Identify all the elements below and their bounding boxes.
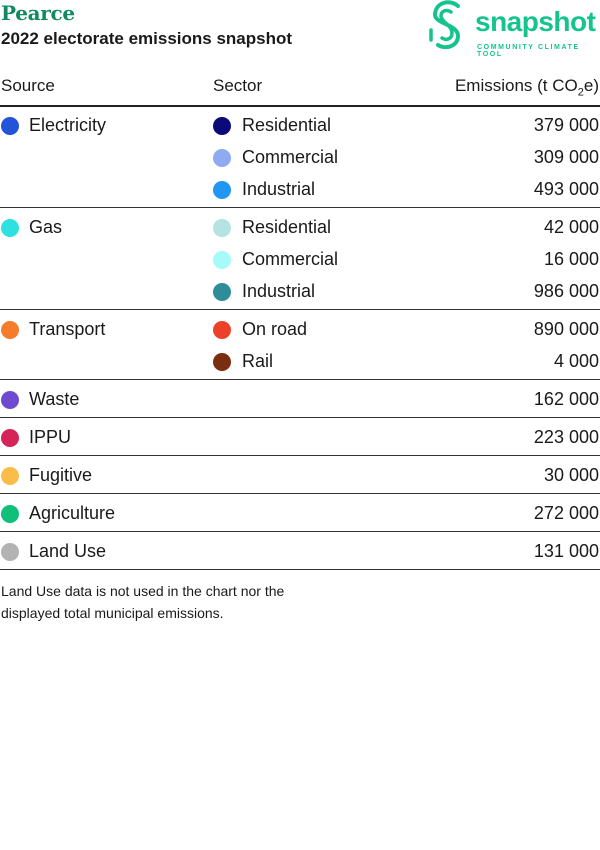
- source-group: [0, 310, 600, 380]
- sector-label: Rail: [242, 351, 274, 371]
- source-group: [0, 456, 600, 494]
- table-row: [0, 494, 600, 526]
- table-row: [0, 310, 600, 342]
- table-header: [0, 76, 600, 107]
- source-label: Transport: [29, 319, 106, 339]
- source-color-dot: [1, 117, 19, 135]
- table-row: [0, 418, 600, 450]
- table-row: [0, 106, 600, 138]
- footnote: Land Use data is not used in the chart nor the displayed total municipal emissions.: [1, 583, 285, 621]
- emissions-unit-prefix: Emissions (t CO: [454, 76, 578, 95]
- emissions-value: 4 000: [553, 351, 599, 371]
- source-color-dot: [1, 543, 19, 561]
- source-group: [0, 532, 600, 570]
- sector-color-dot: [213, 283, 231, 301]
- source-group: [0, 380, 600, 418]
- table-row: [0, 456, 600, 488]
- emissions-value: 309 000: [533, 147, 599, 167]
- column-header-source: Source: [1, 76, 55, 95]
- emissions-value: 493 000: [533, 179, 599, 199]
- logo-wordmark: snapshot: [475, 6, 596, 37]
- emissions-value: 131 000: [533, 541, 599, 561]
- sector-color-dot: [213, 149, 231, 167]
- table-row: [0, 138, 600, 170]
- column-header-emissions: [455, 76, 599, 98]
- source-label: IPPU: [29, 427, 72, 447]
- source-label: Land Use: [29, 541, 107, 561]
- sector-label: Residential: [242, 217, 332, 237]
- source-label: Gas: [29, 217, 63, 237]
- table-row: [0, 170, 600, 202]
- column-header-sector: Sector: [213, 76, 263, 95]
- sector-color-dot: [213, 251, 231, 269]
- emissions-value: 986 000: [533, 281, 599, 301]
- sector-color-dot: [213, 353, 231, 371]
- emissions-value: 42 000: [543, 217, 599, 237]
- logo-tagline: COMMUNITY CLIMATE TOOL: [477, 44, 580, 58]
- page-title: Pearce: [1, 1, 75, 25]
- emissions-value: 16 000: [543, 249, 599, 269]
- source-color-dot: [1, 219, 19, 237]
- source-color-dot: [1, 321, 19, 339]
- sector-label: Commercial: [242, 147, 339, 167]
- source-color-dot: [1, 505, 19, 523]
- sector-label: Industrial: [242, 179, 316, 199]
- emissions-value: 272 000: [533, 503, 599, 523]
- source-label: Agriculture: [29, 503, 116, 523]
- sector-color-dot: [213, 181, 231, 199]
- source-group: [0, 106, 600, 208]
- emissions-unit-suffix: e): [583, 76, 599, 95]
- snapshot-logo-icon: [428, 0, 468, 52]
- sector-label: Industrial: [242, 281, 316, 301]
- source-color-dot: [1, 391, 19, 409]
- source-group: [0, 418, 600, 456]
- sector-color-dot: [213, 219, 231, 237]
- emissions-value: 162 000: [533, 389, 599, 409]
- emissions-unit-subscript: 2: [577, 86, 584, 99]
- source-color-dot: [1, 467, 19, 485]
- table-row: [0, 342, 600, 374]
- source-color-dot: [1, 429, 19, 447]
- snapshot-logo: [428, 0, 600, 58]
- table-row: [0, 532, 600, 564]
- table-row: [0, 208, 600, 240]
- emissions-value: 30 000: [543, 465, 599, 485]
- source-label: Electricity: [29, 115, 107, 135]
- emissions-value: 223 000: [533, 427, 599, 447]
- sector-color-dot: [213, 117, 231, 135]
- table-row: [0, 240, 600, 272]
- source-group: [0, 208, 600, 310]
- emissions-value: 890 000: [533, 319, 599, 339]
- table-row: [0, 380, 600, 412]
- source-group: [0, 494, 600, 532]
- source-label: Fugitive: [29, 465, 93, 485]
- source-label: Waste: [29, 389, 80, 409]
- sector-color-dot: [213, 321, 231, 339]
- table-row: [0, 272, 600, 304]
- sector-label: Commercial: [242, 249, 339, 269]
- sector-label: Residential: [242, 115, 332, 135]
- page-subtitle: 2022 electorate emissions snapshot: [1, 29, 293, 48]
- sector-label: On road: [242, 319, 308, 339]
- emissions-value: 379 000: [533, 115, 599, 135]
